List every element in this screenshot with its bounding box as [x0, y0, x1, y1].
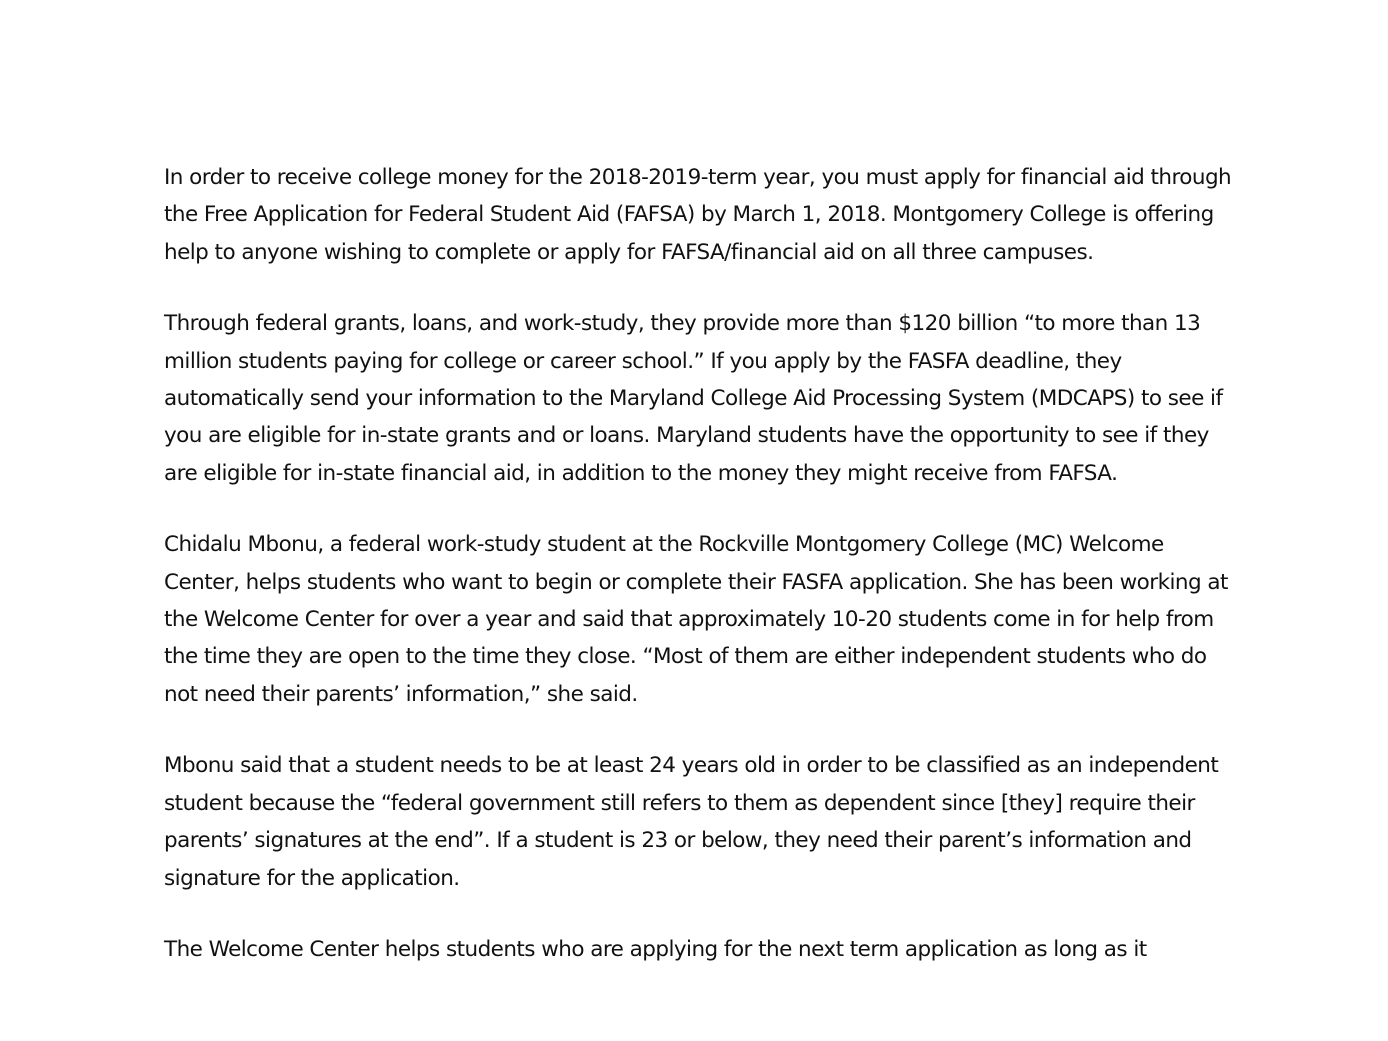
paragraph-federal-aid: Through federal grants, loans, and work-study, they provide more than $120 billion “to more than 13 million students paying for college or career school.” If you apply by the FASFA deadline, they automatically send your information to the Maryland College Aid Processing System (MDCAPS) to see if you are eligible for in-state grants and or loans. Maryland students have the opportunity to see if they are eligible for in-state financial aid, in addition to the money they might receive from FAFSA.	[164, 311, 1223, 486]
article-body	[164, 159, 1244, 1002]
paragraph-independent-student: Mbonu said that a student needs to be at least 24 years old in order to be classified as an independent student because the “federal government still refers to them as dependent since [they] require their parents’ signatures at the end”. If a student is 23 or below, they need their parent’s information and signature for the application.	[164, 753, 1219, 891]
paragraph-welcome-center: Chidalu Mbonu, a federal work-study student at the Rockville Montgomery College (MC) Welcome Center, helps students who want to begin or complete their FASFA application. She has been working at the Welcome Center for over a year and said that approximately 10-20 students come in for help from the time they are open to the time they close. “Most of them are either independent students who do not need their parents’ information,” she said.	[164, 532, 1228, 707]
paragraph-fafsa-deadline: In order to receive college money for the 2018-2019-term year, you must apply for financial aid through the Free Application for Federal Student Aid (FAFSA) by March 1, 2018. Montgomery College is offering help to anyone wishing to complete or apply for FAFSA/financial aid on all three campuses.	[164, 165, 1232, 265]
paragraph-next-term: The Welcome Center helps students who are applying for the next term application as long as it	[164, 936, 1147, 962]
